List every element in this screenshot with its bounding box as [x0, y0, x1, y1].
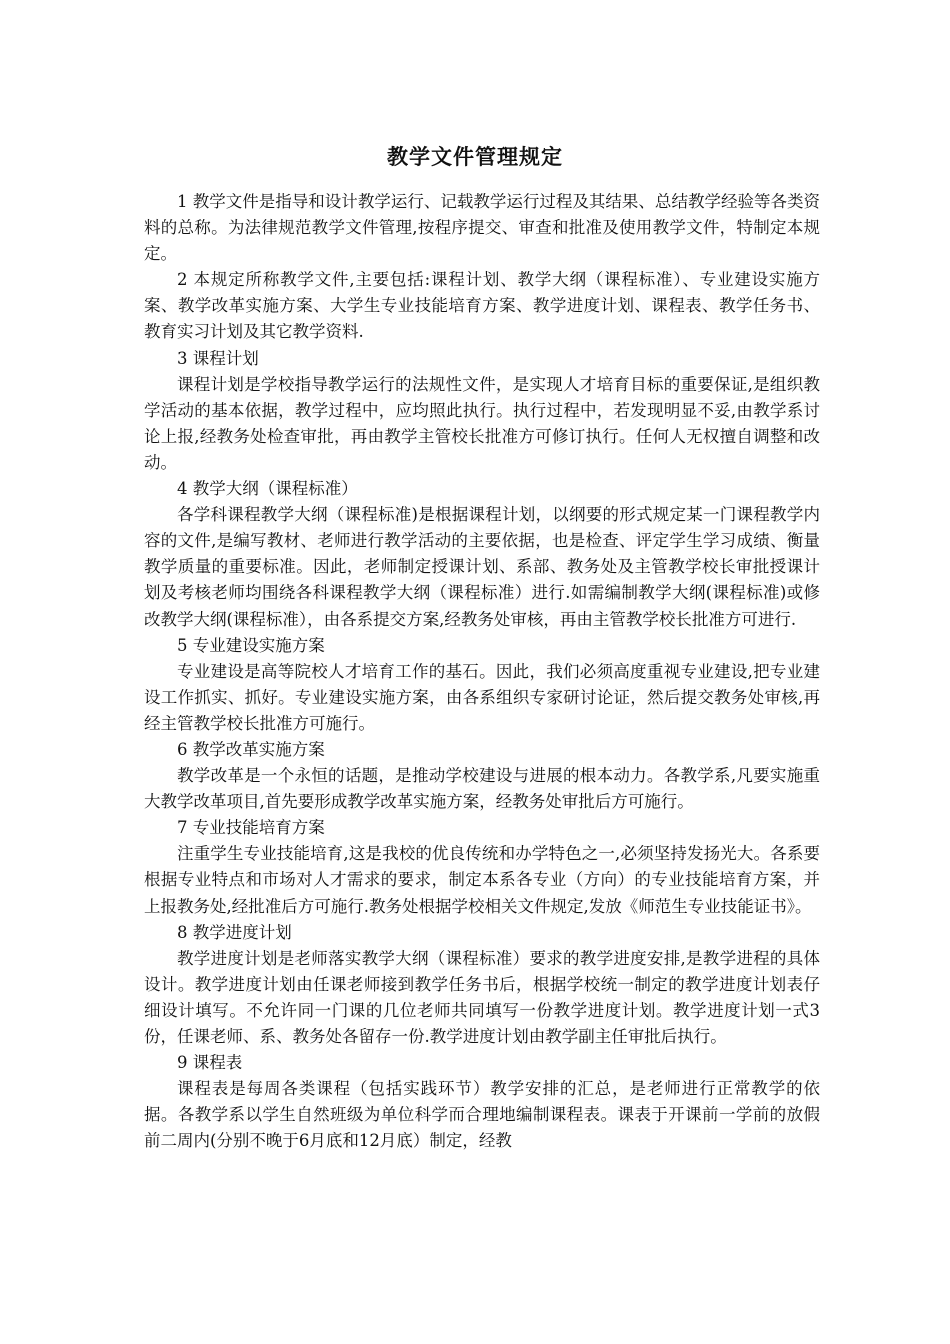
section-heading-3: 3 课程计划	[177, 348, 259, 368]
document-body	[144, 189, 820, 1154]
paragraph-4-body: 各学科课程教学大纲（课程标准)是根据课程计划，以纲要的形式规定某一门课程教学内容的文件,是编写教材、老师进行教学活动的主要依据，也是检查、评定学生学习成绩、衡量教学质量的重要标准。因此，老师制定授课计划、系部、教务处及主管教学校长审批授课计划及考核老师均围绕各科课程教学大纲（课程标准）进行.如需编制教学大纲(课程标准)或修改教学大纲(课程标准），由各系提交方案,经教务处审核，再由主管教学校长批准方可进行.	[144, 505, 820, 629]
section-heading-7: 7 专业技能培育方案	[177, 818, 325, 838]
section-heading-6: 6 教学改革实施方案	[177, 739, 325, 759]
paragraph-5-body: 专业建设是高等院校人才培育工作的基石。因此，我们必须高度重视专业建设,把专业建设工作抓实、抓好。专业建设实施方案，由各系组织专家研讨论证，然后提交教务处审核,再经主管教学校长批准方可施行。	[144, 661, 820, 733]
paragraph-6-body: 教学改革是一个永恒的话题，是推动学校建设与进展的根本动力。各教学系,凡要实施重大教学改革项目,首先要形成教学改革实施方案，经教务处审批后方可施行。	[144, 766, 820, 812]
paragraph-8-body: 教学进度计划是老师落实教学大纲（课程标准）要求的教学进度安排,是教学进程的具体设计。教学进度计划由任课老师接到教学任务书后，根据学校统一制定的教学进度计划表仔细设计填写。不允许同一门课的几位老师共同填写一份教学进度计划。教学进度计划一式3份，任课老师、系、教务处各留存一份.教学进度计划由教学副主任审批后执行。	[144, 948, 820, 1046]
section-heading-8: 8 教学进度计划	[177, 922, 292, 942]
paragraph-3-body: 课程计划是学校指导教学运行的法规性文件，是实现人才培育目标的重要保证,是组织教学活动的基本依据，教学过程中，应均照此执行。执行过程中，若发现明显不妥,由教学系讨论上报,经教务处检查审批，再由教学主管校长批准方可修订执行。任何人无权擅自调整和改动。	[144, 374, 820, 472]
section-heading-5: 5 专业建设实施方案	[177, 635, 325, 655]
section-heading-4: 4 教学大纲（课程标准）	[177, 479, 358, 499]
document-title: 教学文件管理规定	[387, 144, 563, 169]
paragraph-1: 1 教学文件是指导和设计教学运行、记载教学运行过程及其结果、总结教学经验等各类资料的总称。为法律规范教学文件管理,按程序提交、审查和批准及使用教学文件，特制定本规定。	[144, 192, 820, 264]
section-heading-9: 9 课程表	[177, 1053, 243, 1073]
paragraph-9-body: 课程表是每周各类课程（包括实践环节）教学安排的汇总，是老师进行正常教学的依据。各教学系以学生自然班级为单位科学而合理地编制课程表。课表于开课前一学前的放假前二周内(分别不晚于6月底和12月底）制定，经教	[144, 1079, 820, 1151]
paragraph-2: 2 本规定所称教学文件,主要包括:课程计划、教学大纲（课程标准）、专业建设实施方案、教学改革实施方案、大学生专业技能培育方案、教学进度计划、课程表、教学任务书、教育实习计划及其它教学资料.	[144, 270, 820, 342]
paragraph-7-body: 注重学生专业技能培育,这是我校的优良传统和办学特色之一,必须坚持发扬光大。各系要根据专业特点和市场对人才需求的要求，制定本系各专业（方向）的专业技能培育方案，并上报教务处,经批准后方可施行.教务处根据学校相关文件规定,发放《师范生专业技能证书》。	[144, 844, 820, 916]
